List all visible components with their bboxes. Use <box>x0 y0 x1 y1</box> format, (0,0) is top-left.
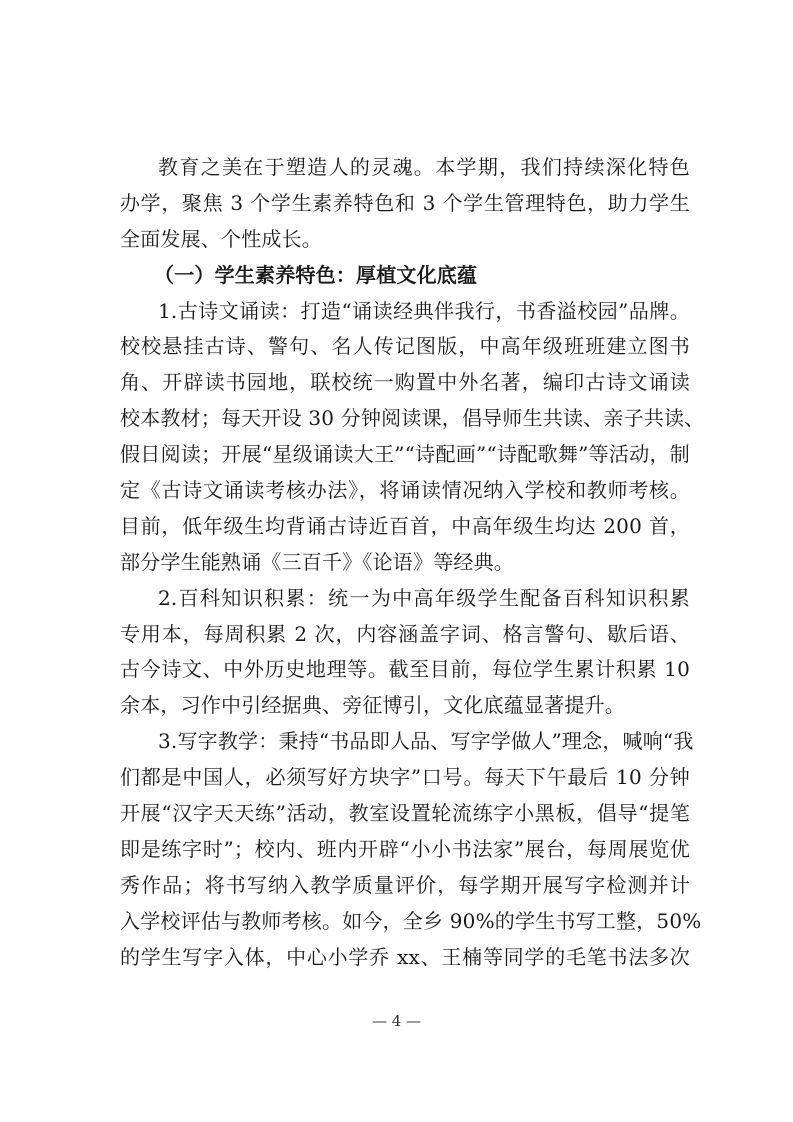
document-body <box>120 150 705 975</box>
paragraph-line: 教育之美在于塑造人的灵魂。本学期，我们持续深化特色 <box>158 155 690 179</box>
paragraph-line: 校校悬挂古诗、警句、名人传记图版，中高年级班班建立图书 <box>120 334 690 359</box>
paragraph-line: 余本，习作中引经据典、旁征博引，文化底蕴显著提升。 <box>120 693 625 718</box>
paragraph-line: 秀作品；将书写纳入教学质量评价，每学期开展写字检测并计 <box>120 872 690 897</box>
paragraph-line: 定《古诗文诵读考核办法》，将诵读情况纳入学校和教师考核。 <box>120 478 690 503</box>
paragraph-line: 2.百科知识积累：统一为中高年级学生配备百科知识积累 <box>158 585 690 610</box>
paragraph-line: 部分学生能熟诵《三百千》《论语》等经典。 <box>120 549 514 574</box>
paragraph-line: 目前，低年级生均背诵古诗近百首，中高年级生均达 200 首， <box>120 513 690 538</box>
paragraph-line: 1.古诗文诵读：打造“诵读经典伴我行，书香溢校园”品牌。 <box>158 298 690 323</box>
paragraph-line: 办学，聚焦 3 个学生素养特色和 3 个学生管理特色，助力学生 <box>120 190 690 215</box>
page-number: — 4 — <box>371 1012 422 1030</box>
paragraph-line: 专用本，每周积累 2 次，内容涵盖字词、格言警句、歇后语、 <box>120 621 690 646</box>
paragraph-line: 即是练字时”；校内、班内开辟“小小书法家”展台，每周展览优 <box>120 836 690 861</box>
section-heading: （一）学生素养特色：厚植文化底蕴 <box>154 262 478 287</box>
paragraph-line: 们都是中国人，必须写好方块字”口号。每天下午最后 10 分钟 <box>120 765 690 790</box>
paragraph-line: 假日阅读；开展“星级诵读大王”“诗配画”“诗配歌舞”等活动，制 <box>120 442 690 467</box>
paragraph-line: 角、开辟读书园地，联校统一购置中外名著，编印古诗文诵读 <box>120 370 690 395</box>
paragraph-line: 入学校评估与教师考核。如今，全乡 90%的学生书写工整，50% <box>120 908 702 933</box>
paragraph-line: 3.写字教学：秉持“书品即人品、写字学做人”理念，喊响“我 <box>158 729 694 754</box>
paragraph-line: 全面发展、个性成长。 <box>120 226 322 251</box>
paragraph-line: 开展“汉字天天练”活动，教室设置轮流练字小黑板，倡导“提笔 <box>120 801 690 826</box>
paragraph-line: 古今诗文、中外历史地理等。截至目前，每位学生累计积累 10 <box>120 657 690 682</box>
paragraph-line: 校本教材；每天开设 30 分钟阅读课，倡导师生共读、亲子共读、 <box>120 406 705 431</box>
paragraph-line: 的学生写字入体，中心小学乔 xx、王楠等同学的毛笔书法多次 <box>120 944 690 969</box>
